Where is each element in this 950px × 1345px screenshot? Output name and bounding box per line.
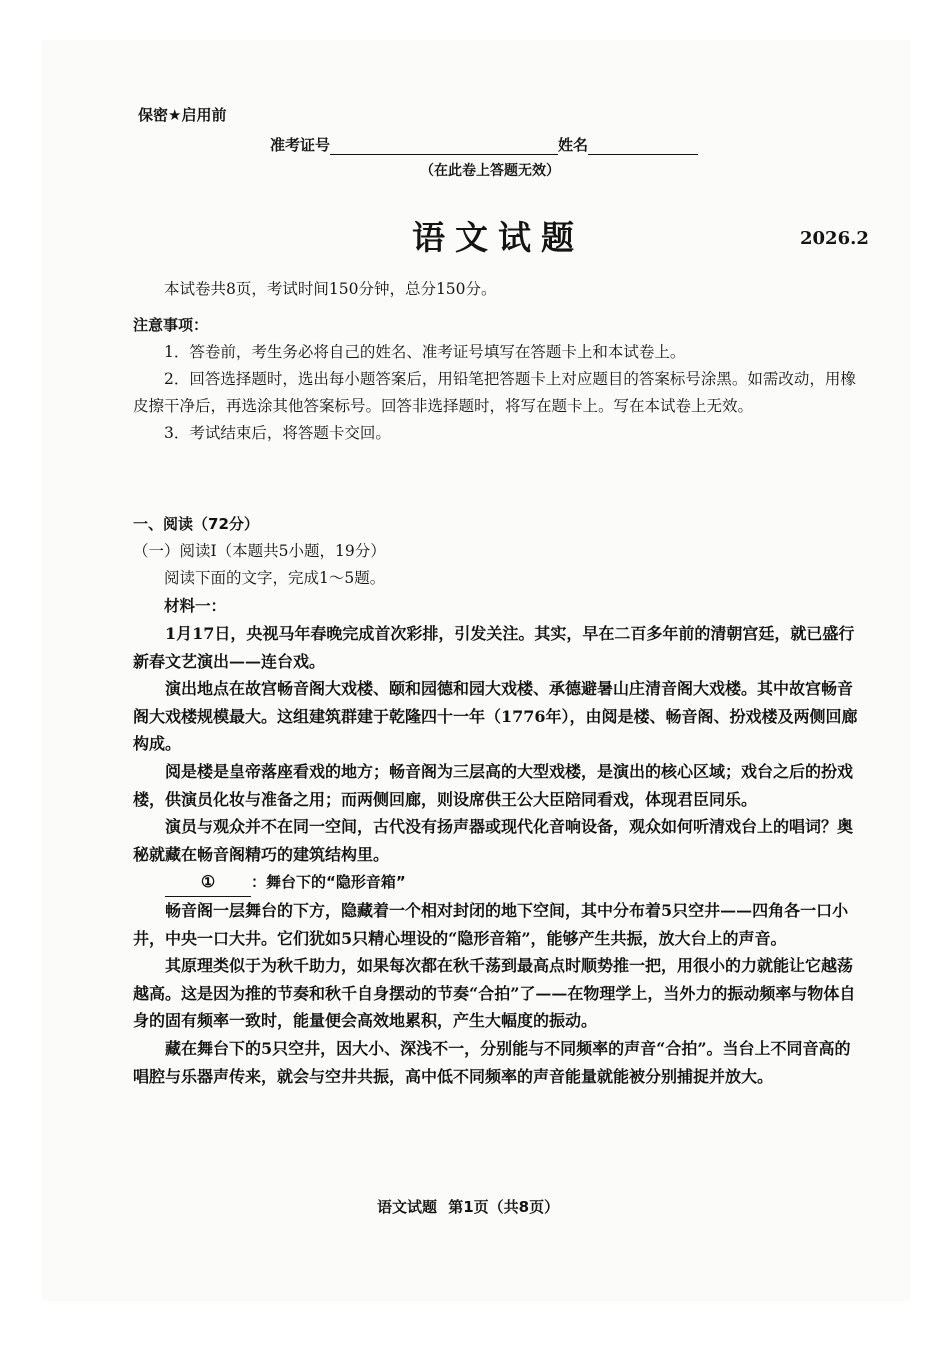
note-item: 2．回答选择题时，选出每小题答案后，用铅笔把答题卡上对应题目的答案标号涂黑。如需改动，用橡皮擦干净后，再选涂其他答案标号。回答非选择题时，将写在题卡上。写在本试卷上无效。 — [133, 370, 856, 415]
material-subheading — [133, 868, 865, 897]
exam-intro — [133, 276, 865, 303]
reading-instruction: 阅读下面的文字，完成1～5题。 — [164, 569, 386, 587]
intro-text: 本试卷共8页，考试时间150分钟，总分150分。 — [164, 280, 497, 298]
material-paragraph: 1月17日，央视马年春晚完成首次彩排，引发关注。其实，早在二百多年前的清朝宫廷，就已盛行新春文艺演出——连台戏。 — [133, 624, 855, 671]
page-footer: 语文试题 第1页（共8页） — [377, 1198, 560, 1216]
exam-date: 2026.2 — [800, 228, 869, 249]
material-paragraph: 藏在舞台下的5只空井，因大小、深浅不一，分别能与不同频率的声音“合拍”。当台上不同音高的唱腔与乐器声传来，就会与空井共振，高中低不同频率的声音能量就能被分别捕捉并放大。 — [133, 1038, 851, 1086]
exam-number-blank — [330, 140, 558, 155]
material-paragraph: 演出地点在故宫畅音阁大戏楼、颐和园德和园大戏楼、承德避暑山庄清音阁大戏楼。其中故宫畅音阁大戏楼规模最大。这组建筑群建于乾隆四十一年（1776年），由阅是楼、畅音阁、扮戏楼及两侧回廊构成。 — [133, 679, 858, 754]
subsection-title: （一）阅读Ⅰ（本题共5小题，19分） — [133, 542, 386, 560]
note-item: 1．答卷前，考生务必将自己的姓名、准考证号填写在答题卡上和本试卷上。 — [164, 343, 686, 361]
material-paragraph: 演员与观众并不在同一空间，古代没有扬声器或现代化音响设备，观众如何听清戏台上的唱词？奥秘就藏在畅音阁精巧的建筑结构里。 — [133, 817, 854, 864]
material-paragraph: 畅音阁一层舞台的下方，隐藏着一个相对封闭的地下空间，其中分布着5只空井——四角各一口小井，中央一口大井。它们犹如5只精心埋设的“隐形音箱”，能够产生共振，放大台上的声音。 — [133, 900, 849, 948]
exam-number-label: 准考证号 — [270, 136, 331, 154]
name-blank — [588, 140, 698, 155]
subheading-text: ：舞台下的“隐形音箱” — [251, 873, 406, 892]
confidential-label: 保密★启用前 — [138, 106, 227, 124]
material-text — [133, 620, 865, 1090]
reading-section — [133, 511, 865, 619]
material-paragraph: 阅是楼是皇帝落座看戏的地方；畅音阁为三层高的大型戏楼，是演出的核心区域；戏台之后的扮戏楼，供演员化妆与准备之用；而两侧回廊，则设席供王公大臣陪同看戏，体现君臣同乐。 — [133, 761, 854, 809]
invalid-answer-note: （在此卷上答题无效） — [420, 163, 560, 179]
note-item: 3．考试结束后，将答题卡交回。 — [164, 424, 391, 442]
notes-title: 注意事项： — [133, 316, 209, 334]
answer-blank-1: ① — [165, 868, 251, 897]
section-title: 一、阅读（72分） — [133, 515, 259, 533]
name-label: 姓名 — [558, 136, 589, 154]
notes-section — [133, 312, 865, 447]
material-paragraph: 其原理类似于为秋千助力，如果每次都在秋千荡到最高点时顺势推一把，用很小的力就能让它越荡越高。这是因为推的节奏和秋千自身摆动的节奏“合拍”了——在物理学上，当外力的振动频率与物体自身的固有频率一致时，能量便会高效地累积，产生大幅度的振动。 — [133, 956, 856, 1031]
page-title: 语文试题 — [412, 218, 584, 257]
material-label: 材料一： — [164, 596, 227, 615]
candidate-info-line — [270, 134, 698, 155]
